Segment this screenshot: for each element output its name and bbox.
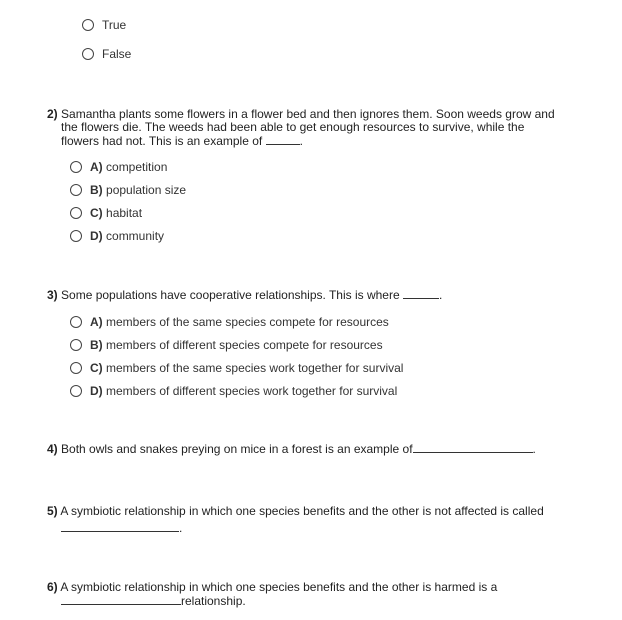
option-label: population size [106, 183, 187, 197]
question-text: flowers had not. This is an example of [61, 134, 263, 148]
option-label: False [102, 47, 132, 61]
option-letter: A) [90, 315, 103, 329]
option-label: habitat [106, 206, 143, 220]
question-4 [47, 442, 536, 456]
option-label: community [106, 229, 165, 243]
answer-blank [266, 134, 300, 145]
answer-blank [403, 288, 439, 299]
question-text: A symbiotic relationship in which one species benefits and the other is harmed is a [60, 580, 498, 594]
question-2 [47, 108, 587, 148]
radio-button[interactable] [70, 207, 82, 219]
question-number: 4) [47, 442, 58, 456]
question-text: . [532, 442, 536, 456]
question-text: . [439, 288, 443, 302]
question-text: Both owls and snakes preying on mice in a forest is an example of [61, 442, 413, 456]
q3-option-b[interactable] [70, 338, 383, 352]
question-text: Samantha plants some flowers in a flower bed and then ignores them. Soon weeds grow and [61, 107, 555, 121]
option-letter: B) [90, 183, 103, 197]
radio-button[interactable] [70, 316, 82, 328]
q2-option-c[interactable] [70, 206, 142, 220]
option-label: members of different species work together for survival [106, 384, 398, 398]
q1-option-false[interactable] [82, 47, 131, 61]
option-label: members of different species compete for resources [106, 338, 383, 352]
answer-blank[interactable] [61, 594, 181, 605]
question-text: A symbiotic relationship in which one species benefits and the other is not affected is called [60, 504, 544, 518]
answer-blank[interactable] [413, 442, 533, 453]
option-label: competition [106, 160, 168, 174]
radio-button[interactable] [70, 385, 82, 397]
question-text: . [179, 521, 183, 535]
option-label: members of the same species work together for survival [106, 361, 404, 375]
answer-blank[interactable] [61, 521, 179, 532]
q2-option-a[interactable] [70, 160, 167, 174]
cut-off-text [40, 0, 400, 2]
q1-option-true[interactable] [82, 18, 126, 32]
question-6 [47, 581, 587, 608]
option-letter: D) [90, 384, 103, 398]
question-number: 6) [47, 580, 58, 594]
radio-button[interactable] [70, 230, 82, 242]
question-text: the flowers die. The weeds had been able to get enough resources to survive, while the [61, 120, 525, 134]
radio-button[interactable] [82, 48, 94, 60]
q3-option-a[interactable] [70, 315, 389, 329]
question-text: Some populations have cooperative relationships. This is where [61, 288, 400, 302]
option-letter: A) [90, 160, 103, 174]
radio-button[interactable] [70, 161, 82, 173]
option-letter: B) [90, 338, 103, 352]
radio-button[interactable] [70, 339, 82, 351]
radio-button[interactable] [82, 19, 94, 31]
option-letter: C) [90, 206, 103, 220]
q2-option-b[interactable] [70, 183, 186, 197]
option-label: members of the same species compete for resources [106, 315, 389, 329]
question-text: relationship. [181, 594, 246, 608]
question-number: 2) [47, 107, 58, 121]
option-label: True [102, 18, 127, 32]
q2-option-d[interactable] [70, 229, 164, 243]
radio-button[interactable] [70, 184, 82, 196]
question-3 [47, 288, 442, 302]
q3-option-d[interactable] [70, 384, 397, 398]
option-letter: D) [90, 229, 103, 243]
q3-option-c[interactable] [70, 361, 403, 375]
question-number: 5) [47, 504, 58, 518]
question-text: . [299, 134, 303, 148]
question-5 [47, 505, 587, 535]
question-number: 3) [47, 288, 58, 302]
option-letter: C) [90, 361, 103, 375]
radio-button[interactable] [70, 362, 82, 374]
